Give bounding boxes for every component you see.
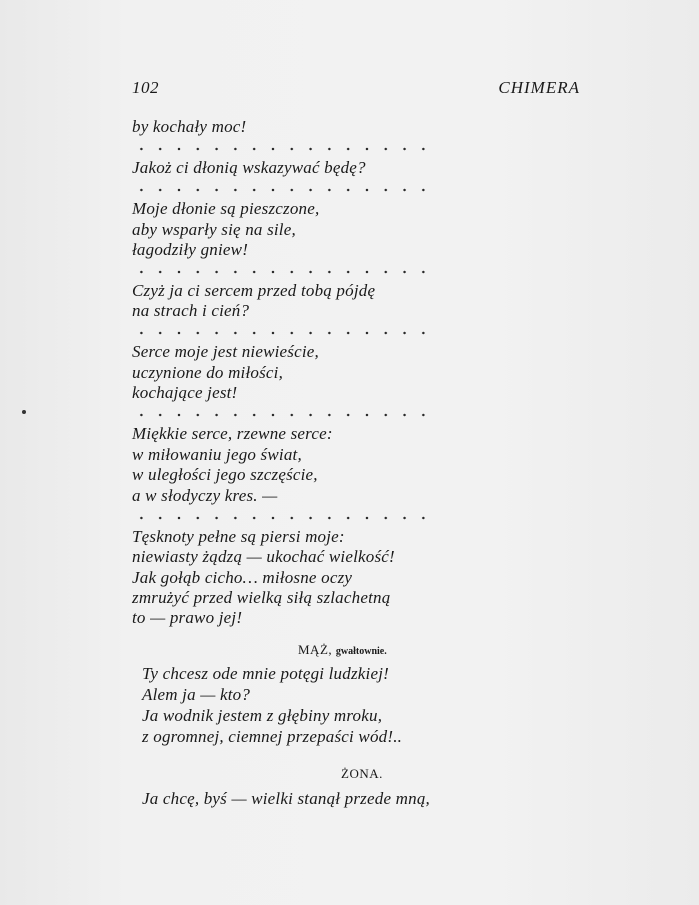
verse-line: Ja chcę, byś — wielki stanął przede mną,: [142, 789, 430, 808]
verse-line: Tęsknoty pełne są piersi moje:: [132, 527, 345, 546]
verse-line: Ja wodnik jestem z głębiny mroku,: [142, 706, 383, 725]
verse-line: aby wsparły się na sile,: [132, 220, 296, 239]
verse-line: zmrużyć przed wielką siłą szlachetną: [132, 588, 391, 607]
verse-line: na strach i cień?: [132, 301, 250, 320]
verse-line: w uległości jego szczęście,: [132, 465, 318, 484]
margin-speck: [22, 410, 26, 414]
verse-line: Alem ja — kto?: [142, 685, 251, 704]
verse-line: niewiasty żądzą — ukochać wielkość!: [132, 547, 395, 566]
running-title: CHIMERA: [498, 78, 580, 97]
dotted-separator: [132, 413, 432, 417]
page-number: 102: [132, 78, 159, 97]
verse-line: Jak gołąb cicho… miłosne oczy: [132, 568, 353, 587]
stage-direction: gwałtownie.: [335, 646, 387, 657]
verse-line: Jakoż ci dłonią wskazywać będę?: [132, 158, 366, 177]
verse-line: Miękkie serce, rzewne serce:: [132, 424, 333, 443]
verse-line: Czyż ja ci sercem przed tobą pójdę: [132, 281, 376, 300]
speaker-name: ŻONA.: [341, 766, 383, 781]
verse-line: Ty chcesz ode mnie potęgi ludzkiej!: [142, 664, 389, 683]
page-header: [132, 78, 580, 98]
verse-line: kochające jest!: [132, 383, 238, 402]
verse-line: w miłowaniu jego świat,: [132, 445, 302, 464]
speaker-heading: [298, 642, 387, 658]
speaker-heading: [341, 766, 383, 782]
verse-line: uczynione do miłości,: [132, 363, 284, 382]
dotted-separator: [132, 331, 432, 335]
verse-line: Serce moje jest niewieście,: [132, 342, 319, 361]
dotted-separator: [132, 270, 432, 274]
verse-line: by kochały moc!: [132, 117, 247, 136]
verse-line: to — prawo jej!: [132, 608, 243, 627]
verse-line: łagodziły gniew!: [132, 240, 249, 259]
verse-line: Moje dłonie są pieszczone,: [132, 199, 320, 218]
dotted-separator: [132, 147, 432, 151]
verse-line: a w słodyczy kres. —: [132, 486, 278, 505]
show-through-texture: [560, 120, 680, 420]
speaker-name: MĄŻ,: [298, 642, 333, 657]
verse-line: z ogromnej, ciemnej przepaści wód!..: [142, 727, 403, 746]
dotted-separator: [132, 188, 432, 192]
dotted-separator: [132, 516, 432, 520]
